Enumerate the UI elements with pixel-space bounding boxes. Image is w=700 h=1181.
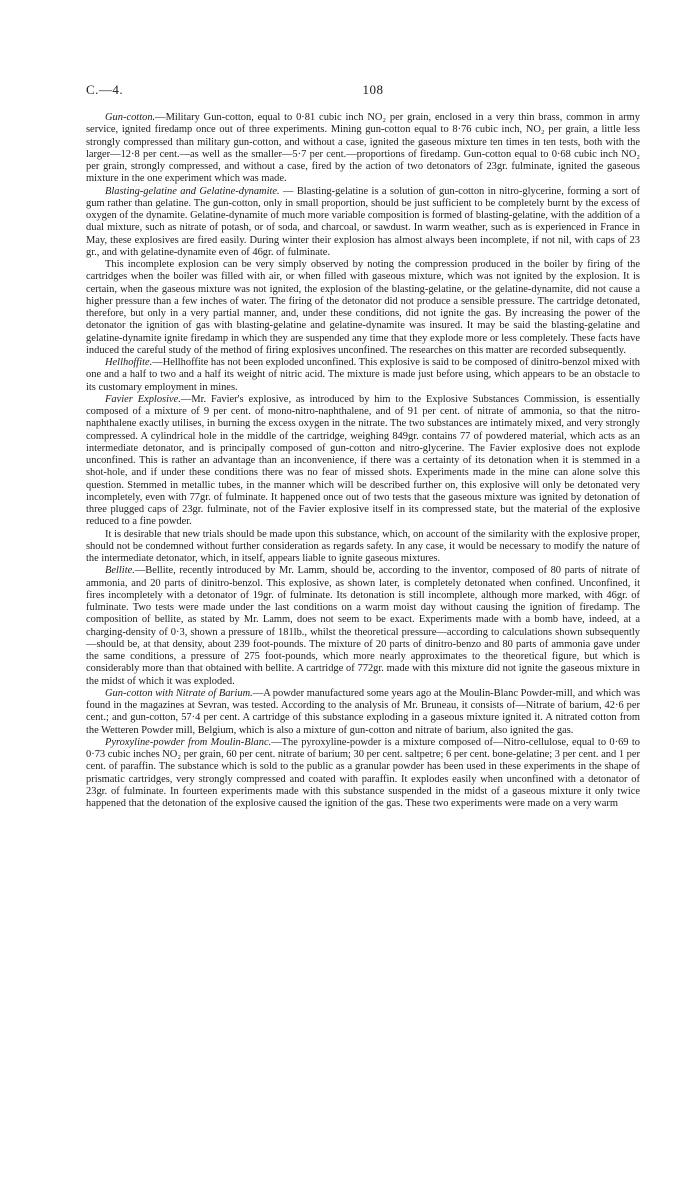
page-header — [86, 82, 660, 98]
paragraph-hellhoffite — [86, 357, 640, 394]
paragraph-text: —Hellhoffite has not been exploded unconfined. This explosive is said to be composed of dinitro-benzol mixed with one and a half to two and a half its weight of nitric acid. The mixture is made just before using, which appears to be an obstacle to its customary employment in mines. — [86, 357, 640, 393]
paragraph-text: —A powder manufactured some years ago at the Moulin-Blanc Powder-mill, and which was found in the magazines at Sevran, was tested. According to the analysis of Mr. Bruneau, it consists of—Nitrate of barium, 42·6 per cent.; and gun-cotton, 57·4 per cent. A cartridge of this substance exploding in a gaseous mixture ignited it. A nitrated cotton from the Wetteren Powder mill, Belgium, which is also a mixture of gun-cotton and nitrate of barium, also ignited the gas. — [86, 687, 641, 736]
paragraph-text: —Mr. Favier's explosive, as introduced by him to the Explosive Substances Commission, is essentially composed of a mixture of 9 per cent. of mono-nitro-naphthalene, and of 91 per cent. of nitrate of ammonia, so that the nitro-naphthalene exactly utilises, in burning the excess oxygen in the nitrate. The two substances are intimately mixed, and very strongly compressed. A cylindrical hole in the middle of the cartridge, weighing 849gr. contains 77 of powdered material, which acts as an intermediate detonator, and is principally composed of gun-cotton and nitro-glycerine. The Favier explosive does not explode unconfined. This is rather an advantage than an inconvenience, if there was a certainty of its detonation when it is stemmed in a shot-hole, and if under these conditions there was no fear of missed shots. Experiments made in the mine can alone solve this question. Stemmed in metallic tubes, in the manner which will be described further on, this explosive will only be detonated very incompletely, even with 77gr. of fulminate. It happened once out of two tests that the gaseous mixture was ignited by detonation of three plugged caps of 23gr. fulminate, not of the Favier explosive itself in its compressed state, but the material of the explosive reduced to a fine powder. — [86, 393, 640, 528]
paragraph-text: —Bellite, recently introduced by Mr. Lamm, should be, according to the inventor, composed of 80 parts of nitrate of ammonia, and 20 parts of dinitro-benzol. This explosive, as shown later, is completely detonated when confined. Unconfined, it fires incompletely with a detonator of 19gr. of fulminate. Its detonation is still incomplete, although more marked, with 46gr. of fulminate. Two tests were made under the last conditions on a warm moist day without causing the ignition of firedamp. The composition of bellite, as stated by Mr. Lamm, does not seem to be exact. Experiments made with a bomb have, indeed, at a charging-density of 0·3, shown a pressure of 181lb., whilst the theoretical pressure—according to calculations shown subsequently—should be, at that density, about 239 foot-pounds. The mixture of 20 parts of dinitro-benzo and 80 parts of ammonia gave under the same conditions, a pressure of 275 foot-pounds, which more nearly approximates to the theoretical figure, but which is considerably more than that obtained with bellite. A cartridge of 772gr. made with this mixture did not ignite the gaseous mixture in the midst of which it was exploded. — [86, 565, 640, 687]
paragraph-new-trials — [86, 529, 640, 566]
body-text — [86, 112, 640, 810]
section-title: Pyroxyline-powder from Moulin-Blanc. — [105, 736, 272, 748]
paragraph-favier-explosive — [86, 394, 640, 529]
page-number: 108 — [362, 82, 384, 97]
section-title: Gun-cotton with Nitrate of Barium. — [105, 687, 253, 699]
paragraph-text: —The pyroxyline-powder is a mixture composed of—Nitro-cellulose, equal to 0·69 to 0·73 cubic inches NO₂ per grain, 60 per cent. nitrate of barium; 30 per cent. saltpetre; 6 per cent. bone-gelatine; 3 per cent. and 1 per cent. of paraffin. The substance which is sold to the public as a granular powder has been used in these experiments in the shape of prismatic cartridges, very strongly compressed and coated with paraffin. It explodes easily when unconfined with a detonator of 23gr. of fulminate. In fourteen experiments made with this substance suspended in the midst of a gaseous mixture it only twice happened that the detonation of the explosive caused the ignition of the gas. These two experiments were made on a very warm — [86, 736, 640, 809]
paragraph-text: — Blasting-gelatine is a solution of gun-cotton in nitro-glycerine, forming a sort of gum rather than gelatine. The gun-cotton, only in small proportion, should be just sufficient to be completely burnt by the excess of oxygen of the dynamite. Gelatine-dynamite of much more variable composition is formed of blasting-gelatine, with the addition of a dual mixture, such as nitrate of potash, or of soda, and charcoal, or sawdust. In warm weather, such as is experienced in France in May, these explosives are fired easily. During winter their explosion has almost always been incomplete, if not nil, with caps of 23 gr., and with gelatine-dynamite even of 46gr. of fulminate. — [86, 185, 640, 258]
document-reference: C.—4. — [86, 82, 124, 97]
section-title: Blasting-gelatine and Gelatine-dynamite. — [105, 185, 280, 197]
paragraph-bellite — [86, 565, 640, 688]
section-title: Bellite. — [105, 565, 135, 577]
paragraph-text: This incomplete explosion can be very simply observed by noting the compression produced in the boiler by firing of the cartridges when the boiler was filled with air, or when filled with gaseous mixture, which was not ignited by the explosion. It is certain, when the gaseous mixture was not ignited, the explosion of the blasting-gelatine, or the gelatine-dynamite, did not cause a higher pressure than a few inches of water. The firing of the detonator did not produce a sensible pressure. The cartridge detonated, therefore, but only in a very partial manner, and, under these conditions, did not ignite the gas. By increasing the power of the detonator the ignition of gas with blasting-gelatine and gelatine-dynamite was insured. It may be said the blasting-gelatine and gelatine-dynamite ignite firedamp in which they are suspended any time that they explode more or less completely. These facts have induced the careful study of the method of firing explosives unconfined. The researches on this matter are recorded subsequently. — [86, 259, 640, 356]
section-title: Gun-cotton. — [105, 112, 156, 123]
paragraph-pyroxyline-powder — [86, 737, 640, 811]
section-title: Hellhoffite. — [105, 357, 153, 368]
paragraph-gun-cotton-barium — [86, 688, 640, 737]
paragraph-text: It is desirable that new trials should be made upon this substance, which, on account of the similarity with the explosive proper, should not be condemned without further consideration as regards safety. In any case, it would be necessary to modify the nature of the intermediate detonator, which, in itself, appears liable to ignite gaseous mixtures. — [86, 528, 640, 564]
paragraph-gun-cotton — [86, 112, 640, 186]
paragraph-blasting-gelatine — [86, 186, 640, 260]
paragraph-text: —Military Gun-cotton, equal to 0·81 cubic inch NO₂ per grain, enclosed in a very thin brass, common in army service, ignited firedamp once out of three experiments. Mining gun-cotton equal to 8·76 cubic inch, NO₂ per grain, a little less strongly compressed than military gun-cotton, and without a case, ignited the gaseous mixture ten times in ten tests, both with the larger—12·8 per cent.—as well as the smaller—5·7 per cent.—proportions of firedamp. Gun-cotton equal to 0·68 cubic inch NO₂ per grain, strongly compressed, and without a case, fired by the action of two detonators of 23gr. fulminate, ignited the gaseous mixture in the one experiment which was made. — [86, 112, 640, 185]
section-title: Favier Explosive. — [105, 393, 181, 405]
paragraph-incomplete-explosion — [86, 259, 640, 357]
